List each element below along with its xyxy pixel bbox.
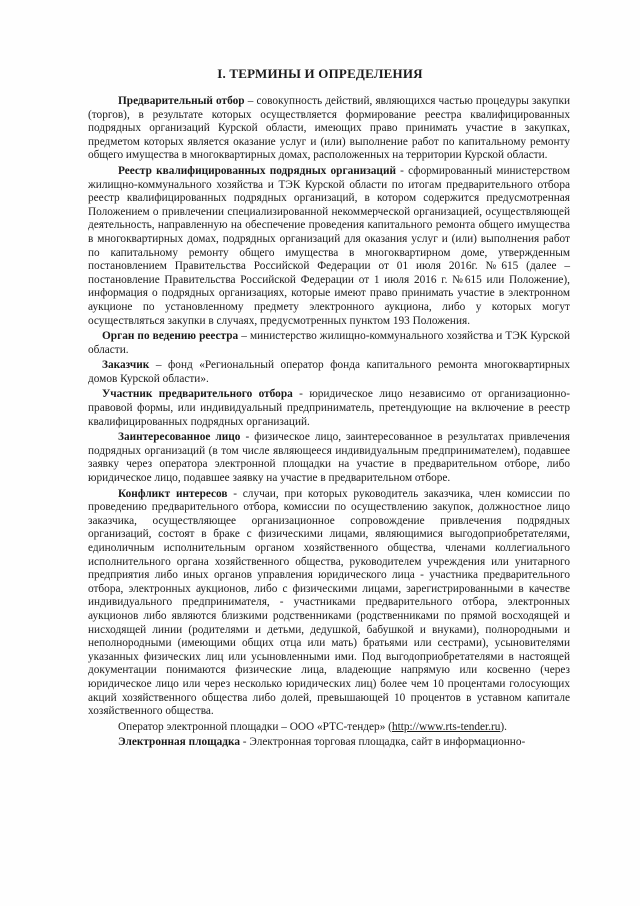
definition-text: – министерство жилищно-коммунального хозяйства и ТЭК Курской области. <box>88 330 570 356</box>
definition-registry-body <box>88 330 570 357</box>
term: Участник предварительного отбора <box>102 388 293 401</box>
term: Заказчик <box>102 359 150 372</box>
operator-website-link[interactable]: http://www.rts-tender.ru <box>391 720 501 733</box>
definition-conflict-of-interest <box>88 488 570 719</box>
section-title: I. ТЕРМИНЫ И ОПРЕДЕЛЕНИЯ <box>217 66 423 81</box>
definition-text: - физическое лицо, заинтересованное в результатах привлечения подрядных организаций (в том числе являющееся индивидуальным предпринимателем), подавшее заявку через оператора электронной площадки на участие в предварительном отборе, либо юридическое лицо, подавшее заявку на участие в предварительном отборе. <box>88 431 570 485</box>
definition-text: – совокупность действий, являющихся частью процедуры закупки (торгов), в результате которых осуществляется формирование реестра квалифицированных подрядных организаций Курской области, имеющих право принимать участие в закупках, предметом которых является оказание услуг и (или) выполнение работ по капитальному ремонту общего имущества в многоквартирных домах, расположенных на территории Курской области. <box>88 95 571 162</box>
definition-text: – фонд «Региональный оператор фонда капитального ремонта многоквартирных домов Курской области». <box>88 359 570 385</box>
term: Орган по ведению реестра <box>102 330 239 343</box>
definition-text: - юридическое лицо независимо от организационно-правовой формы, или индивидуальный предприниматель, претендующие на включение в реестр квалифицированных подрядных организаций. <box>88 388 570 428</box>
term: Предварительный отбор <box>118 95 245 107</box>
definition-preliminary-selection <box>88 95 570 163</box>
term: Конфликт интересов <box>118 487 228 500</box>
definition-interested-person <box>88 431 570 485</box>
definition-registry <box>88 165 570 328</box>
term: Реестр квалифицированных подрядных организаций <box>118 164 396 177</box>
definition-text: Оператор электронной площадки – ООО «РТС-тендер» ( <box>118 720 392 733</box>
definition-text: - сформированный министерством жилищно-коммунального хозяйства и ТЭК Курской области по итогам предварительного отбора реестр квалифицированных подрядных организаций, в котором содержится предусмотренная Положением о привлечении специализированной некоммерческой организацией, осуществляющей деятельность, направленную на обеспечение проведения капитального ремонта общего имущества в многоквартирных домах, подрядных организаций для оказания услуг и (или) выполнения работ по капитальному ремонту общего имущества в многоквартирном доме, утвержденным постановлением Правительства Российской Федерации от 01 июля 2016г. №615 (далее – постановление Правительства Российской Федерации от 1 июля 2016 г. №615 или Положение), информация о подрядных организациях, которые имеют право принимать участие в электронном аукционе по установленному предмету электронного аукциона, либо у которых могут осуществляться закупки в случаях, предусмотренных пунктом 193 Положения. <box>88 164 570 327</box>
term: Заинтересованное лицо <box>118 431 241 444</box>
definition-customer <box>88 359 570 386</box>
definition-electronic-platform <box>88 736 570 750</box>
definition-text: - Электронная торговая площадка, сайт в информационно- <box>239 736 526 749</box>
document-body <box>88 95 570 752</box>
definition-text: - случаи, при которых руководитель заказчика, член комиссии по проведению предварительного отбора, комиссии по осуществлению закупок, должностное лицо заказчика, осуществляющее организационное сопровождение привлечения подрядных организаций, состоят в браке с физическими лицами, являющимися выгодоприобретателями, единоличным исполнительным органом хозяйственного общества, членами коллегиального исполнительного органа хозяйственного общества, руководителем учреждения или унитарного предприятия либо иных органов управления юридического лица - участника предварительного отбора, электронных аукционов, либо с физическими лицами, зарегистрированными в качестве индивидуального предпринимателя, - участниками предварительного отбора, электронных аукционов либо являются близкими родственниками (родственниками по прямой восходящей и нисходящей линии (родителями и детьми, дедушкой, бабушкой и внуками), полнородными и неполнородными (имеющими общих отца или мать) братьями или сестрами), усыновителями указанных физических лиц или усыновленными ими. Под выгодоприобретателями в настоящей документации понимаются физические лица, владеющие напрямую или косвенно (через юридическое лицо или через несколько юридических лиц) более чем 10 процентами голосующих акций хозяйственного общества либо долей, превышающей 10 процентов в уставном капитале хозяйственного общества. <box>88 487 570 718</box>
definition-text-tail: ). <box>500 720 507 733</box>
definition-platform-operator <box>88 721 570 735</box>
definition-participant <box>88 388 570 429</box>
term: Электронная площадка <box>118 736 240 749</box>
